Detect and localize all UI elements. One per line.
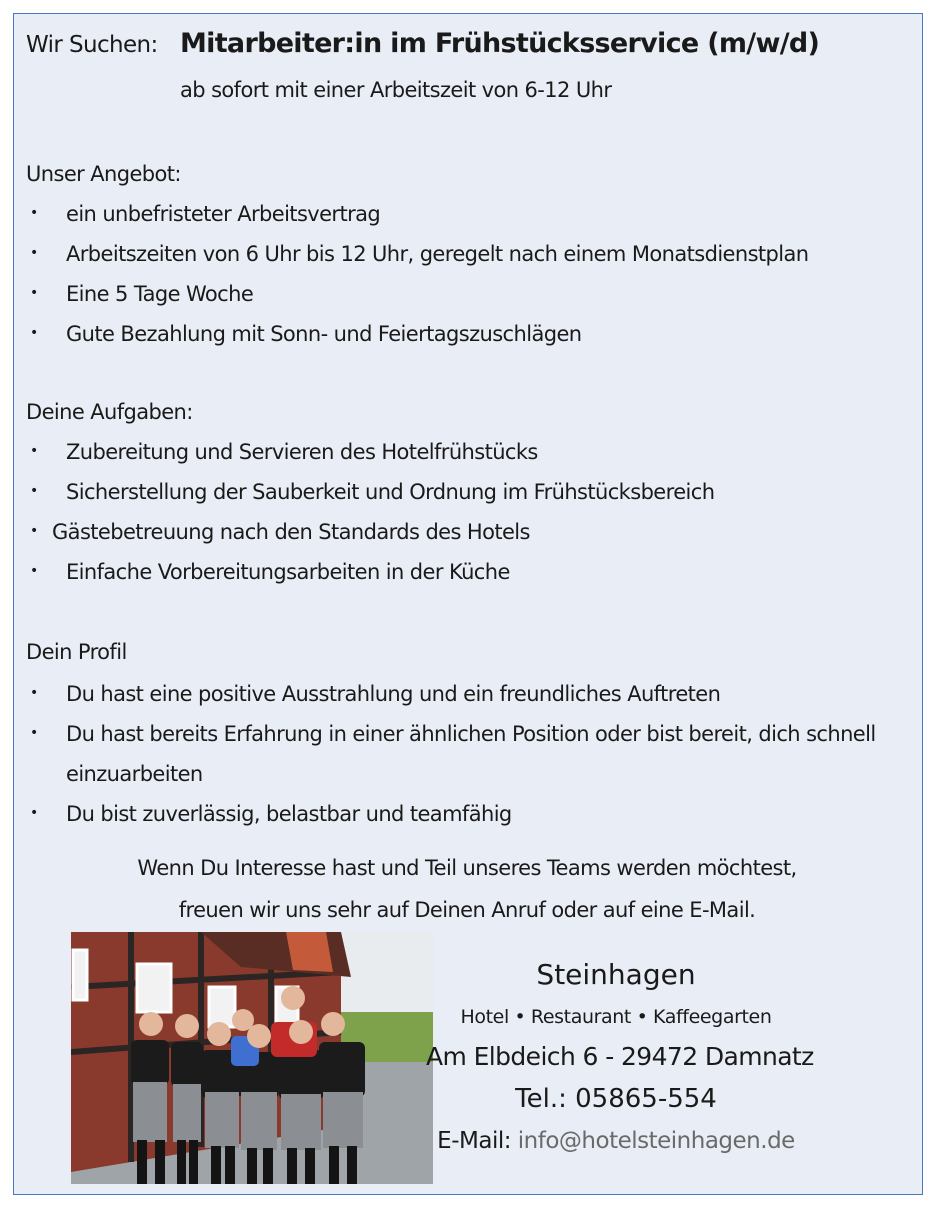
hotel-name: Steinhagen	[536, 958, 696, 991]
closing-line-2: freuen wir uns sehr auf Deinen Anruf oder auf eine E-Mail.	[178, 898, 756, 922]
job-title: Mitarbeiter:in im Frühstücksservice (m/w/d)	[180, 28, 820, 59]
email-link[interactable]: info@hotelsteinhagen.de	[517, 1128, 795, 1154]
section-heading-angebot: Unser Angebot:	[26, 162, 181, 186]
hotel-tagline: Hotel • Restaurant • Kaffeegarten	[460, 1006, 772, 1028]
email-label: E-Mail:	[437, 1128, 511, 1154]
closing-line-1: Wenn Du Interesse hast und Teil unseres Teams werden möchtest,	[137, 856, 797, 880]
section-heading-aufgaben: Deine Aufgaben:	[26, 400, 193, 424]
job-ad-card: Wir Suchen: Mitarbeiter:in im Frühstücksservice (m/w/d) ab sofort mit einer Arbeitszeit von 6-12 Uhr Unser Angebot: • ein unbefristeter Arbeitsvertrag • Arbeitszeiten von 6 Uhr bis 12 Uhr, geregelt nach einem Monatsdienstplan • Eine 5 Tage Woche • Gute Bezahlung mit Sonn- und Feiertagszuschlägen Deine Aufgaben: • Zubereitung und Servieren des Hotelfrühstücks • Sicherstellung der Sauberkeit und Ordnung im Frühstücksbereich • Gästebetreuung nach den Standards des Hotels • Einfache Vorbereitungsarbeiten in der Küche Dein Profil • Du hast eine positive Ausstrahlung und ein freundliches Auftreten • Du hast bereits Erfahrung in einer ähnlichen Position oder bist bereit, dich schnell einzuarbeiten • Du bist zuverlässig, belastbar und teamfähig Wenn Du Interesse hast und Teil unseres Teams werden möchtest, freuen wir uns sehr auf Deinen Anruf oder auf eine E-Mail. Steinhagen Hotel • Restaurant • Kaffeegarten Am Elbdeich 6 - 29472 Damnatz Tel.: 05865-554 E-Mail: info@hotelsteinhagen.de	[13, 13, 923, 1195]
hotel-address: Am Elbdeich 6 - 29472 Damnatz	[426, 1042, 814, 1071]
team-photo	[71, 932, 433, 1184]
section-heading-profil: Dein Profil	[26, 640, 127, 664]
job-subtitle: ab sofort mit einer Arbeitszeit von 6-12 Uhr	[180, 78, 612, 102]
hotel-email-line	[426, 1128, 806, 1154]
lead-label: Wir Suchen:	[26, 32, 158, 58]
hotel-phone[interactable]: Tel.: 05865-554	[515, 1084, 717, 1114]
